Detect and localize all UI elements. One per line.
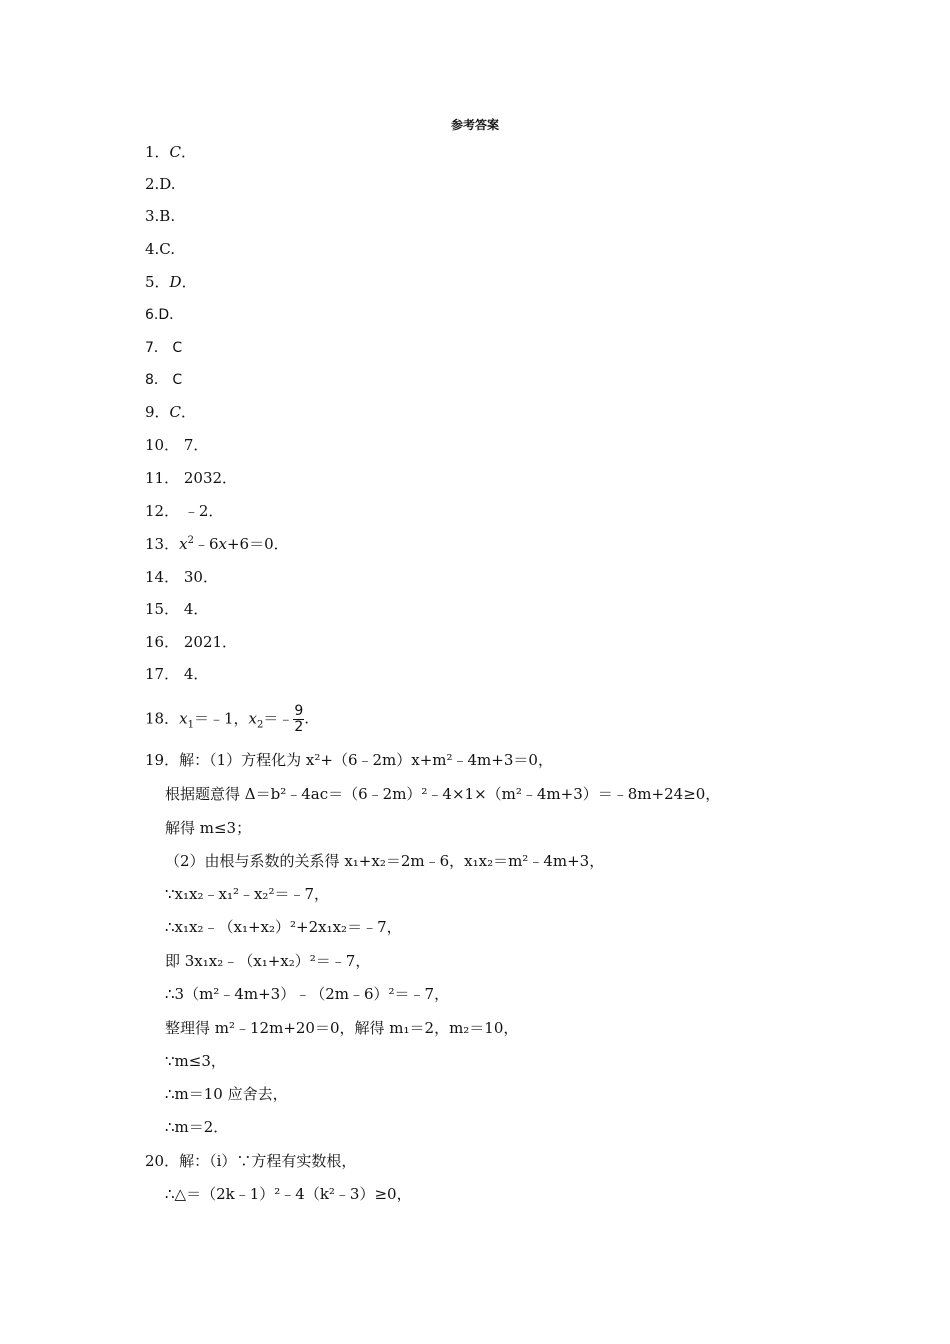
q19-line-7: 即 3x₁x₂﹣（x₁+x₂）²＝﹣7， [165, 952, 371, 970]
q19-line-12: ∴m＝2． [165, 1118, 229, 1136]
answer-6: 6.D． [145, 307, 184, 323]
answer-8: 8． C [145, 372, 183, 388]
answer-14: 14． 30． [145, 568, 218, 586]
answer-2: 2.D. [145, 175, 176, 193]
answer-17: 17． 4． [145, 665, 209, 683]
answer-1: 1．C． [145, 143, 197, 161]
answer-10: 10． 7． [145, 436, 209, 454]
answer-16: 16． 2021． [145, 633, 238, 651]
answer-9: 9．C． [145, 403, 197, 421]
q19-line-10: ∵m≤3， [165, 1052, 226, 1070]
answer-18: 18．$x_1=﹣1$，$x_2=﹣$ $\frac{9}{2}$ . [145, 703, 310, 735]
answer-15: 15． 4． [145, 600, 209, 618]
q20-line-1: 20．解：（i）∵方程有实数根， [145, 1152, 357, 1170]
page-title: 参考答案 [450, 118, 499, 132]
answer-4: 4.C. [145, 240, 176, 258]
answer-5: 5．D． [145, 273, 197, 291]
q20-line-2: ∴△＝（2k﹣1）²﹣4（k²﹣3）≥0， [165, 1185, 412, 1203]
q19-line-6: ∴x₁x₂﹣（x₁+x₂）²+2x₁x₂＝﹣7， [165, 918, 402, 936]
answer-3: 3.B. [145, 207, 176, 225]
q19-line-8: ∴3（m²﹣4m+3）﹣（2m﹣6）²＝﹣7， [165, 985, 450, 1003]
answer-7: 7． C [145, 340, 183, 356]
fraction-nine-halves: $\frac{9}{2}$ [294, 703, 304, 735]
answer-11: 11． 2032． [145, 469, 238, 487]
q19-line-3: 解得 m≤3； [165, 819, 252, 837]
q19-line-11: ∴m＝10 应舍去， [165, 1085, 288, 1103]
q19-line-9: 整理得 m²﹣12m+20＝0，解得 m₁＝2，m₂＝10， [165, 1019, 519, 1037]
q19-line-4: （2）由根与系数的关系得 x₁+x₂＝2m﹣6，x₁x₂＝m²﹣4m+3， [165, 852, 605, 870]
q19-line-1: 19．解：（1）方程化为 x²+（6﹣2m）x+m²﹣4m+3＝0， [145, 751, 553, 769]
q19-line-2: 根据题意得 Δ＝b²﹣4ac＝（6﹣2m）²﹣4×1×（m²﹣4m+3）＝﹣8m+24≥0， [165, 785, 721, 803]
answer-12: 12． ﹣2． [145, 502, 224, 520]
q19-line-5: ∵x₁x₂﹣x₁²﹣x₂²＝﹣7， [165, 885, 330, 903]
answer-13: 13．$x^2﹣6x+6=0$． [145, 535, 289, 553]
